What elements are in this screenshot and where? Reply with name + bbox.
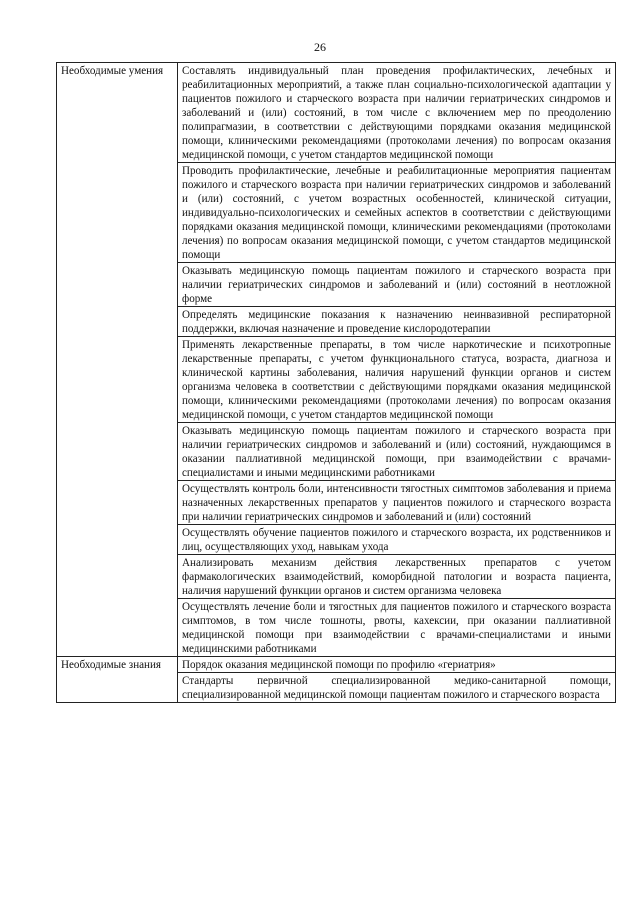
requirement-item: Стандарты первичной специализированной медико-санитарной помощи, специализированной медицинской помощи пациентам пожилого и старческого возраста (178, 673, 616, 703)
requirement-item: Применять лекарственные препараты, в том числе наркотические и психотропные лекарственные препараты, с учетом функционального статуса, возраста, диагноза и клинической картины заболевания, наличия нарушений функции органов и систем организма человека в соответствии с действующими порядками оказания медицинской помощи, клиническими рекомендациями (протоколами лечения) по вопросам оказания медицинской помощи, с учетом стандартов медицинской помощи (178, 337, 616, 423)
requirement-item: Оказывать медицинскую помощь пациентам пожилого и старческого возраста при наличии гериатрических синдромов и заболеваний и (или) состояний в неотложной форме (178, 263, 616, 307)
section-label: Необходимые умения (57, 63, 178, 657)
requirement-item: Осуществлять лечение боли и тягостных для пациентов пожилого и старческого возраста симптомов, в том числе тошноты, рвоты, кахексии, при оказании паллиативной медицинской помощи при взаимодействии с врачами-специалистами и иными медицинскими работниками (178, 599, 616, 657)
table-row (57, 657, 616, 673)
requirement-item: Оказывать медицинскую помощь пациентам пожилого и старческого возраста при наличии гериатрических синдромов и заболеваний и (или) состояний, нуждающимся в оказании паллиативной медицинской помощи, при взаимодействии с врачами-специалистами и иными медицинскими работниками (178, 423, 616, 481)
table-row (57, 63, 616, 163)
requirement-item: Осуществлять обучение пациентов пожилого и старческого возраста, их родственников и лиц, осуществляющих уход, навыкам ухода (178, 525, 616, 555)
requirement-item: Составлять индивидуальный план проведения профилактических, лечебных и реабилитационных мероприятий, а также план социально-психологической адаптации у пациентов пожилого и старческого возраста при наличии гериатрических синдромов и заболеваний и (или) состояний, в том числе с включением мер по преодолению полипрагмазии, в соответствии с действующими порядками оказания медицинской помощи, клиническими рекомендациями (протоколами лечения) по вопросам оказания медицинской помощи, с учетом стандартов медицинской помощи (178, 63, 616, 163)
requirement-item: Порядок оказания медицинской помощи по профилю «гериатрия» (178, 657, 616, 673)
section-label: Необходимые знания (57, 657, 178, 703)
requirement-item: Проводить профилактические, лечебные и реабилитационные мероприятия пациентам пожилого и старческого возраста при наличии гериатрических синдромов и заболеваний и (или) состояний, с учетом возрастных особенностей, клинической ситуации, индивидуально-психологических и семейных аспектов в соответствии с действующими порядками оказания медицинской помощи, клиническими рекомендациями (протоколами лечения) по вопросам оказания медицинской помощи, с учетом стандартов медицинской помощи (178, 163, 616, 263)
requirement-item: Анализировать механизм действия лекарственных препаратов с учетом фармакологических взаимодействий, коморбидной патологии и возраста пациента, наличия нарушений функции органов и систем организма человека (178, 555, 616, 599)
requirements-table (56, 62, 616, 703)
page-number: 26 (314, 40, 326, 54)
requirement-item: Определять медицинские показания к назначению неинвазивной респираторной поддержки, включая назначение и проведение кислородотерапии (178, 307, 616, 337)
requirement-item: Осуществлять контроль боли, интенсивности тягостных симптомов заболевания и приема назначенных лекарственных препаратов у пациентов пожилого и старческого возраста при наличии гериатрических синдромов и заболеваний и (или) состояний (178, 481, 616, 525)
